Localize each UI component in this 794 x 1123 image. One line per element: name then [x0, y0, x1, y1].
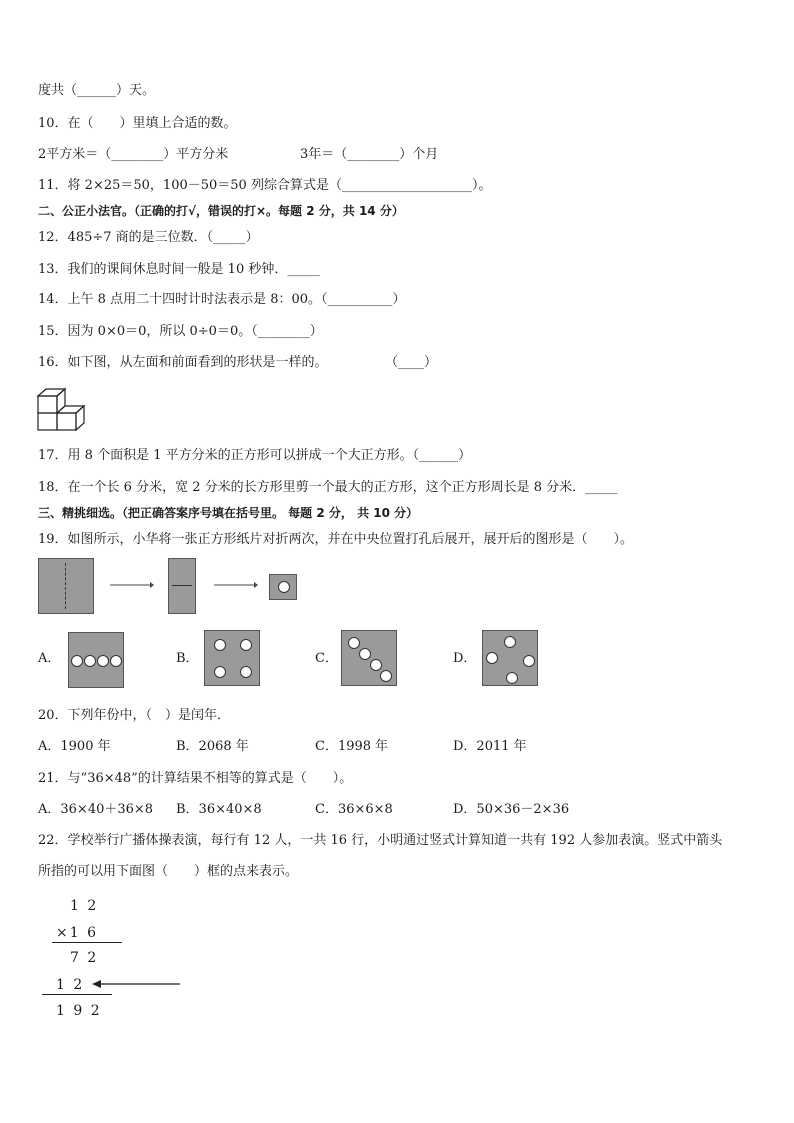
hole — [110, 655, 122, 667]
hole — [214, 666, 226, 678]
option-b-figure — [204, 630, 260, 686]
option-a-figure — [68, 632, 124, 688]
fold-line — [172, 585, 192, 586]
hole — [504, 636, 516, 648]
question-16: 16．如下图，从左面和前面看到的形状是一样的。 — [38, 355, 328, 370]
question-21-option-b: B．36×40×8 — [176, 802, 262, 817]
question-18: 18．在一个长 6 分米，宽 2 分米的长方形里剪一个最大的正方形，这个正方形周长是 8 分米．_____ — [38, 480, 618, 495]
option-d-figure — [482, 630, 538, 686]
section-3-heading: 三、精挑细选。（把正确答案序号填在括号里。 每题 2 分， 共 10 分） — [38, 506, 419, 520]
paper-quarter — [269, 574, 297, 600]
calc-row-4: 1 2 — [56, 977, 85, 993]
hole — [84, 655, 96, 667]
paper-half — [168, 558, 196, 614]
question-10: 10．在（ ）里填上合适的数。 — [38, 116, 237, 131]
cube-stack-figure — [36, 383, 92, 433]
question-17: 17．用 8 个面积是 1 平方分米的正方形可以拼成一个大正方形。（______） — [38, 448, 472, 463]
question-20-option-b: B．2068 年 — [176, 739, 249, 754]
hole — [214, 639, 226, 651]
arrow-icon — [110, 580, 154, 590]
question-20-option-c: C．1998 年 — [315, 739, 389, 754]
hole — [359, 648, 371, 660]
question-10-b: 3年＝（________）个月 — [300, 147, 439, 162]
hole — [240, 666, 252, 678]
option-b-label: B． — [176, 651, 199, 666]
hole — [97, 655, 109, 667]
calc-row-2: ×1 6 — [56, 925, 98, 941]
section-2-heading: 二、公正小法官。（正确的打√，错误的打×。每题 2 分，共 14 分） — [38, 204, 404, 218]
question-22-line-2: 所指的可以用下面图（ ）框的点来表示。 — [38, 864, 299, 879]
hole — [71, 655, 83, 667]
question-12: 12．485÷7 商的是三位数．（_____） — [38, 230, 259, 245]
question-22-line-1: 22．学校举行广播体操表演，每行有 12 人，一共 16 行，小明通过竖式计算知道一共有 192 人参加表演。竖式中箭头 — [38, 833, 723, 848]
question-21: 21．与“36×48”的计算结果不相等的算式是（ ）。 — [38, 771, 353, 786]
question-19: 19．如图所示，小华将一张正方形纸片对折两次，并在中央位置打孔后展开，展开后的图形是（ ）。 — [38, 532, 634, 547]
hole — [486, 652, 498, 664]
hole — [240, 639, 252, 651]
arrow-icon — [214, 580, 258, 590]
calc-row-5: 1 9 2 — [56, 1003, 102, 1019]
question-21-option-a: A．36×40＋36×8 — [38, 802, 154, 817]
question-11: 11．将 2×25＝50，100－50＝50 列综合算式是（____________________）。 — [38, 178, 492, 193]
paper-square — [38, 558, 94, 614]
punched-hole — [278, 581, 290, 593]
hole — [506, 672, 518, 684]
calc-row-3: 7 2 — [70, 950, 99, 966]
option-a-label: A． — [38, 651, 61, 666]
line-prev: 度共（______）天。 — [38, 83, 156, 98]
calc-rule — [52, 942, 122, 943]
option-c-figure — [341, 630, 397, 686]
question-21-option-d: D．50×36－2×36 — [453, 802, 570, 817]
hole — [523, 655, 535, 667]
calc-row-1: 1 2 — [70, 898, 99, 914]
calc-rule — [42, 994, 112, 995]
arrow-left-icon — [92, 978, 182, 990]
hole — [370, 659, 382, 671]
hole — [348, 637, 360, 649]
question-20-option-d: D．2011 年 — [453, 739, 527, 754]
question-15: 15．因为 0×0＝0，所以 0÷0＝0。（________） — [38, 324, 323, 339]
question-20-option-a: A．1900 年 — [38, 739, 111, 754]
fold-line — [65, 563, 66, 609]
question-21-option-c: C．36×6×8 — [315, 802, 393, 817]
question-16-blank: （____） — [385, 355, 438, 370]
question-10-a: 2平方米＝（________）平方分米 — [38, 147, 229, 162]
question-13: 13．我们的课间休息时间一般是 10 秒钟．_____ — [38, 262, 320, 277]
option-c-label: C． — [315, 651, 338, 666]
hole — [380, 670, 392, 682]
question-20: 20．下列年份中，（ ）是闰年． — [38, 708, 231, 723]
question-14: 14．上午 8 点用二十四时计时法表示是 8：00。（__________） — [38, 292, 406, 307]
option-d-label: D． — [453, 651, 477, 666]
